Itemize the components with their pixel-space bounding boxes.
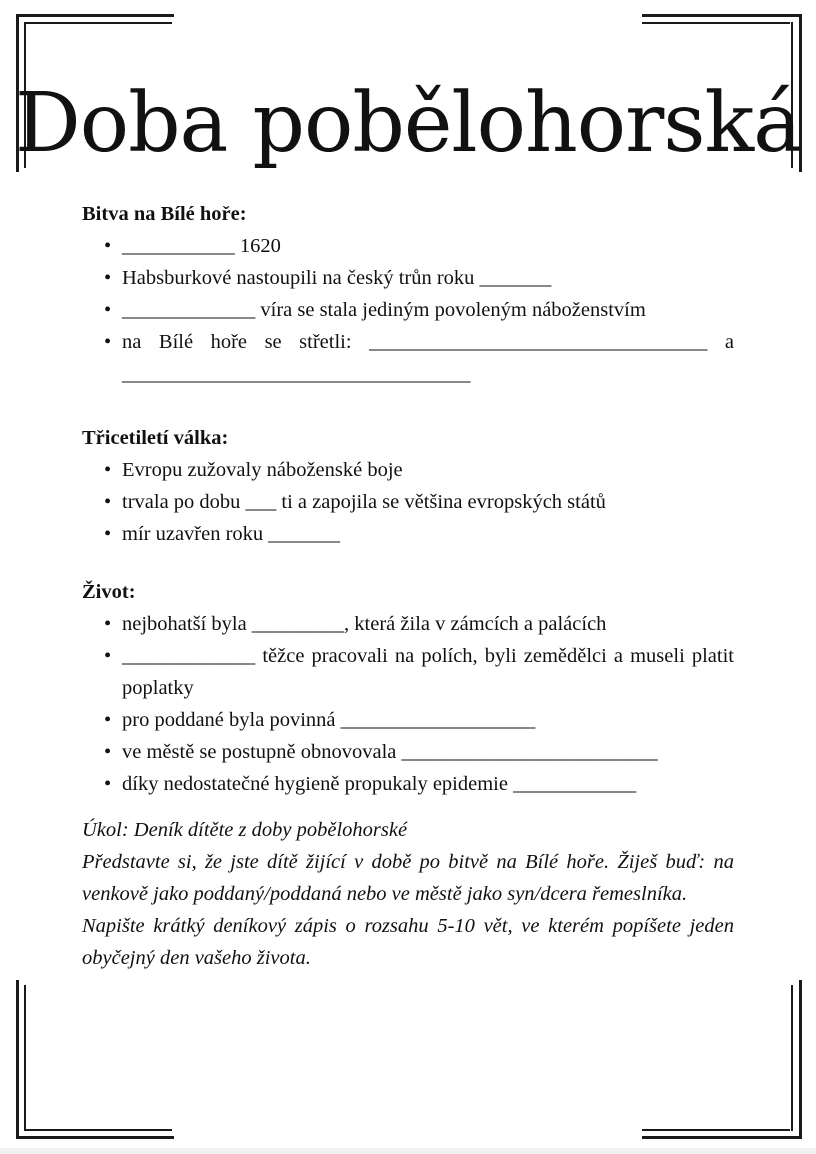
task-heading: Úkol: Deník dítěte z doby pobělohorské [82, 819, 408, 841]
page-bottom-edge [0, 1148, 816, 1154]
list-bila-hora [82, 230, 734, 390]
list-item: • Habsburkové nastoupili na český trůn roku _______ [82, 262, 734, 294]
list-item: • díky nedostatečné hygieně propukaly epidemie ____________ [82, 768, 734, 800]
list-item: • mír uzavřen roku _______ [82, 518, 734, 550]
list-item: • ___________ 1620 [82, 230, 734, 262]
list-item: • na Bílé hoře se střetli: _________________________________ a __________________________________ [82, 326, 734, 390]
task-block [82, 814, 734, 974]
section-heading-tricetileta-valka: Třicetiletí válka: [82, 427, 229, 449]
list-item: • ve městě se postupně obnovovala _________________________ [82, 736, 734, 768]
task-paragraph: Napište krátký deníkový zápis o rozsahu 5-10 vět, ve kterém popíšete jeden obyčejný den vašeho života. [82, 915, 734, 969]
list-item: • _____________ víra se stala jediným povoleným náboženstvím [82, 294, 734, 326]
page-title: Doba pobělohorská [14, 76, 802, 171]
list-zivot [82, 608, 734, 800]
task-paragraph: Představte si, že jste dítě žijící v době po bitvě na Bílé hoře. Žiješ buď: na venkově jako poddaný/poddaná nebo ve městě jako syn/dcera řemeslníka. [82, 851, 734, 905]
list-item: • _____________ těžce pracovali na polích, byli zemědělci a museli platit poplatky [82, 640, 734, 704]
list-tricetileta-valka [82, 454, 734, 550]
list-item: • pro poddané byla povinná ___________________ [82, 704, 734, 736]
list-item: • nejbohatší byla _________, která žila v zámcích a palácích [82, 608, 734, 640]
section-heading-zivot: Život: [82, 581, 136, 603]
list-item: • Evropu zužovaly náboženské boje [82, 454, 734, 486]
list-item: • trvala po dobu ___ ti a zapojila se většina evropských států [82, 486, 734, 518]
worksheet-content [82, 198, 734, 974]
section-heading-bila-hora: Bitva na Bílé hoře: [82, 203, 247, 225]
